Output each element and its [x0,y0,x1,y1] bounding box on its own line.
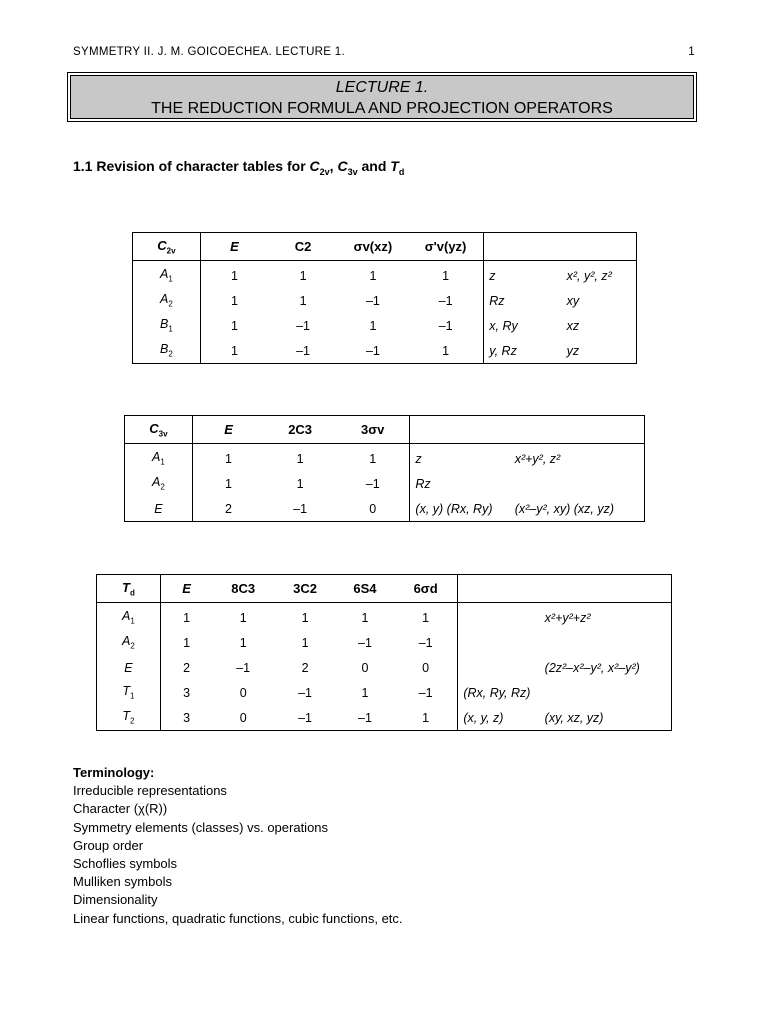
character-value: 3 [183,685,191,700]
list-item: Irreducible representations [73,783,227,799]
table-row [97,603,672,631]
quadratic-functions: (xy, xz, yz) [544,710,604,725]
irrep-label: E [97,655,161,680]
table-row [97,630,672,655]
quadratic-functions [540,630,672,655]
quadratic-functions: xz [566,318,580,333]
group-c3v-sub: 3v [347,166,358,177]
character-value: –1 [298,685,313,700]
quadratic-functions: x²+y², z² [514,451,561,466]
irrep-label: $B_1$ [133,313,201,338]
group-symbol: $C_{2v}$ [133,233,201,261]
list-item: Character (χ(R)) [73,801,168,817]
table-row [125,444,645,472]
section-heading [73,158,404,177]
character-value: 0 [239,710,247,725]
table-row [133,288,637,313]
quadratic-functions: (2z²–x²–y², x²–y²) [544,660,640,675]
character-value: 1 [394,603,458,631]
list-item: Linear functions, quadratic functions, cubic functions, etc. [73,910,403,926]
table-row [97,705,672,731]
class-header: E [192,416,264,444]
list-item: Mulliken symbols [73,874,172,890]
character-value: –1 [336,471,410,496]
table-row [97,680,672,705]
lecture-subtitle: THE REDUCTION FORMULA AND PROJECTION OPERATORS [151,100,613,117]
character-value: –1 [298,710,313,725]
class-header: 3σv [336,416,410,444]
linear-functions [458,603,540,631]
class-header: E [200,233,268,261]
quadratic-functions [510,471,645,496]
character-value: 1 [183,610,191,625]
c2v-character-table [132,232,637,364]
group-c2v: C [309,158,320,174]
linear-functions: (Rx, Ry, Rz) [463,685,531,700]
quadratic-functions: (x²–y², xy) (xz, yz) [514,501,614,516]
irrep-label: $B_2$ [133,338,201,364]
character-value: 0 [361,660,369,675]
class-header: 2C3 [264,416,336,444]
irrep-label: $A_1$ [125,444,193,472]
character-value: –1 [358,710,372,725]
group-c2v-sub: 2v [319,166,330,177]
functions-header [458,575,672,603]
group-symbol: $T_d$ [97,575,161,603]
functions-header [410,416,645,444]
character-value: 1 [225,451,232,466]
character-value: 1 [299,293,307,308]
character-value: 0 [239,685,247,700]
list-item: Schoflies symbols [73,856,178,872]
character-value: –1 [296,343,311,358]
running-header [73,46,695,58]
title-inner [70,75,694,119]
character-value: 1 [231,318,238,333]
irrep-label: $A_2$ [97,630,161,655]
table-row [125,471,645,496]
character-value: 1 [301,635,309,650]
quadratic-functions: xy [566,293,580,308]
linear-functions: (x, y) (Rx, Ry) [415,501,493,516]
character-value: 2 [301,660,309,675]
character-value: 1 [361,685,369,700]
table-header-row [133,233,637,261]
class-header: 3C2 [274,575,336,603]
character-value: 1 [336,444,410,472]
class-header: 6S4 [336,575,394,603]
section-sep: , [329,158,338,174]
terminology-heading: Terminology: [73,765,155,780]
character-value: 1 [369,318,377,333]
table-header-row [125,416,645,444]
linear-functions: (x, y, z) [463,710,504,725]
irrep-label: $A_1$ [97,603,161,631]
table-header-row [97,575,672,603]
character-value: 1 [239,610,247,625]
page-number: 1 [688,46,695,58]
group-c3v: C [337,158,348,174]
quadratic-functions: x², y², z² [566,268,612,283]
character-value: –1 [236,660,251,675]
linear-functions: x, Ry [489,318,518,333]
linear-functions [458,655,540,680]
character-value: 1 [231,268,238,283]
linear-functions: Rz [415,476,431,491]
character-value: 1 [296,476,304,491]
linear-functions [458,630,540,655]
group-td: T [390,158,399,174]
character-value: 1 [231,343,238,358]
table-row [97,655,672,680]
character-value: –1 [408,288,484,313]
character-value: –1 [394,630,458,655]
character-value: 1 [408,338,484,364]
class-header: σ'v(yz) [408,233,484,261]
linear-functions: z [489,268,496,283]
character-value: 3 [183,710,191,725]
character-value: 1 [183,635,191,650]
character-value: 0 [336,496,410,522]
terminology-list [73,764,403,928]
list-item: Group order [73,837,144,853]
character-value: 1 [408,261,484,289]
irrep-label: $A_2$ [125,471,193,496]
character-value: –1 [358,635,372,650]
table-row [133,261,637,289]
group-symbol: $C_{3v}$ [125,416,193,444]
character-value: –1 [293,501,308,516]
quadratic-functions: x²+y²+z² [544,610,591,625]
character-value: 1 [301,610,309,625]
character-value: 1 [361,610,369,625]
linear-functions: z [415,451,422,466]
character-value: 1 [394,705,458,731]
list-item: Dimensionality [73,892,158,908]
table-row [125,496,645,522]
section-sep: and [357,158,391,174]
title-box [67,72,697,122]
class-header: 8C3 [212,575,274,603]
character-value: –1 [296,318,311,333]
table-row [133,338,637,364]
irrep-label: $A_2$ [133,288,201,313]
section-prefix: 1.1 Revision of character tables for [73,158,310,174]
character-value: 0 [394,655,458,680]
class-header: C2 [268,233,338,261]
character-value: –1 [408,313,484,338]
character-value: 1 [231,293,238,308]
character-value: 1 [299,268,307,283]
c3v-character-table [124,415,645,522]
character-value: 1 [296,451,304,466]
character-value: –1 [365,293,380,308]
irrep-label: $A_1$ [133,261,201,289]
linear-functions: Rz [489,293,505,308]
group-td-sub: d [398,166,405,177]
functions-header [484,233,637,261]
lecture-title: LECTURE 1. [335,79,429,96]
irrep-label: E [125,496,193,522]
quadratic-functions: yz [566,343,580,358]
character-value: –1 [365,343,380,358]
td-character-table [96,574,672,731]
character-value: 2 [225,501,232,516]
linear-functions: y, Rz [489,343,517,358]
character-value: 2 [183,660,191,675]
character-value: 1 [239,635,247,650]
irrep-label: $T_2$ [97,705,161,731]
character-value: –1 [394,680,458,705]
running-title: SYMMETRY II. J. M. GOICOECHEA. LECTURE 1. [73,46,345,58]
irrep-label: $T_1$ [97,680,161,705]
class-header: σv(xz) [338,233,408,261]
character-value: 1 [369,268,377,283]
class-header: 6σd [394,575,458,603]
list-item: Symmetry elements (classes) vs. operations [73,819,329,835]
quadratic-functions [540,680,672,705]
table-row [133,313,637,338]
class-header: E [160,575,212,603]
character-value: 1 [225,476,232,491]
